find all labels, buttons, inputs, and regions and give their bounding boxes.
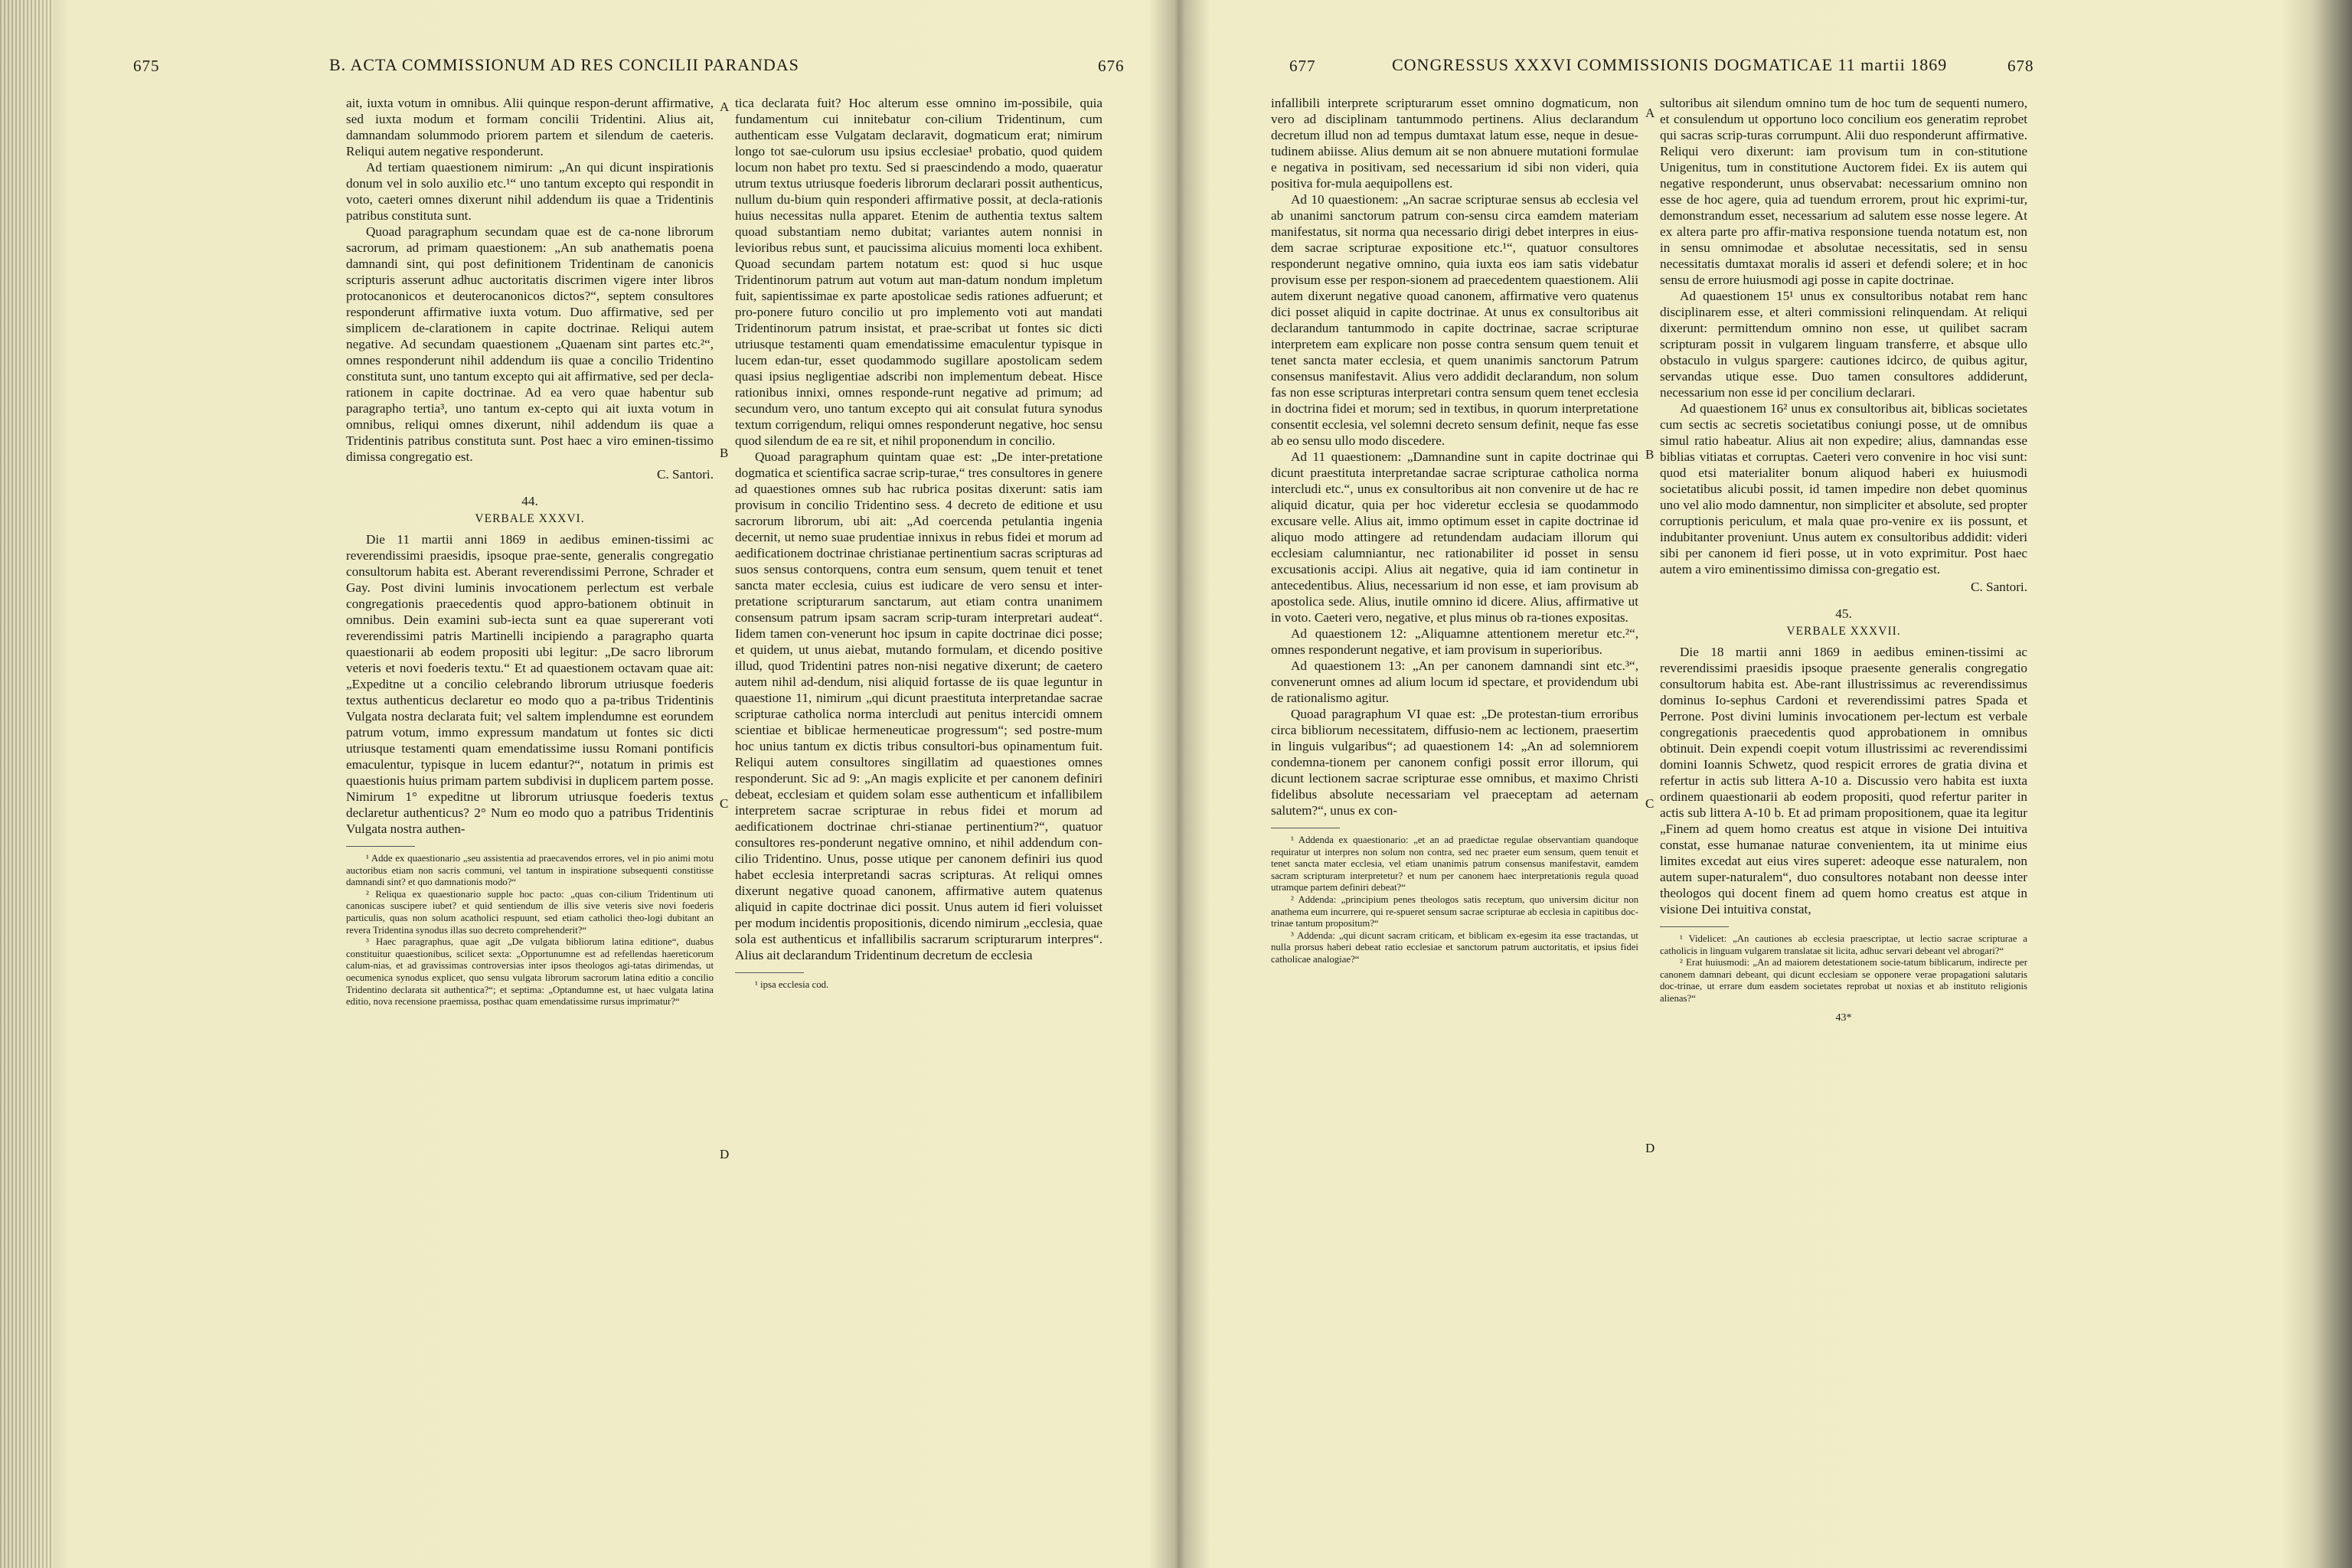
left-running-header bbox=[0, 52, 1173, 83]
paragraph: Quoad paragraphum secundam quae est de ca-none librorum sacrorum, ad primam quaestionem: „An sub anathematis poena damnandi sint, qui post definitionem Tridentinam de canonicis scripturis asserunt adhuc auctoritatis discrimen vigere inter libros protocanonicos et deuterocanonicos dictos?“, septem consultores responderunt affirmative iuxta votum. Duo affirmative, sed per simplicem de-clarationem in capite doctrinae. Reliqui autem negative. Ad secundam quaestionem „Quaenam sint partes etc.²“, omnes responderunt nihil addendum iis quae a concilio Tridentino constituta sunt, uno tantum excepto qui ait affirmative, sed per decla-rationem in capite doctrinae. Ad ea vero quae habentur sub paragrapho tertia³, uno tantum ex-cepto qui ait iuxta votum in omnibus, reliqui omnes dixerunt, nihil addendum iis quae a Tridentinis patribus constituta sunt. Post haec a viro eminen-tissimo dimissa congregatio est. bbox=[346, 224, 714, 464]
footnote: ² Addenda: „principium penes theologos satis receptum, quo universim dicitur non anathema eum incurrere, qui re-spueret sensum sacrae scripturae ab ecclesia in capitibus doc-trinae tantum propositum?“ bbox=[1271, 893, 1638, 929]
footnote-rule bbox=[735, 972, 804, 973]
page-edge-stack bbox=[0, 0, 54, 1568]
paragraph: Ad quaestionem 13: „An per canonem damnandi sint etc.³“, convenerunt omnes ad alium locum id spectare, et providendum ubi de rationalismo agitur. bbox=[1271, 658, 1638, 705]
footnote: ³ Haec paragraphus, quae agit „De vulgata bibliorum latina editione“, duabus constituitur quaestionibus, scilicet sexta: „Opportunumne est ad refellendas haereticorum calum-nias, et ad gravissimas controversias inter ipsos theologos agi-tatas dirimendas, ut oecumenica synodus explicet, quo sensu vulgata librorum sacrorum latina editio a concilio Tridentino declarata sit authentica?“; et septima: „Optandumne est, ut haec vulgata latina editio, nova recensione praemissa, posthac quam emendatissime rursus imprimatur?“ bbox=[346, 936, 714, 1008]
margin-letter: D bbox=[1645, 1141, 1655, 1155]
running-title: B. ACTA COMMISSIONUM AD RES CONCILII PARANDAS bbox=[329, 55, 799, 74]
page-number: 675 bbox=[133, 57, 160, 75]
paragraph: Die 18 martii anni 1869 in aedibus eminen-tissimi ac reverendissimi praesidis ipsoque praesente generalis congregatio consultorum habita est. Abe-rant illustrissimus ac reverendissimus dominus Io-sephus Cardoni et reverendissimi patres Spada et Perrone. Post divini luminis invocationem per-lectum est verbale congregationis praecedentis quod approbationem in omnibus obtinuit. Dein expendi coepit votum illustrissimi ac reverendissimi domini Ioannis Schwetz, quod respicit errores de gratia divina et refertur in actis sub littera A-10 a. Discussio vero habita est iuxta ordinem quaestionarii ab eodem propositi, quod refertur pariter in actis sub littera A-10 b. Et ad primam propositionem, quae ita legitur „Finem ad quem homo creatus est atque in visione Dei intuitiva constat, esse humanae naturae convenientem, ita ut minime eius limites excedat aut eius vires superet: adeoque esse naturalem, non autem super-naturalem“, duo consultores notabant non deesse inter theologos qui docent finem ad quem homo creatus est atque in visione Dei intuitiva constat, bbox=[1660, 645, 2027, 916]
paragraph: Ad tertiam quaestionem nimirum: „An qui dicunt inspirationis donum vel in solo auxilio etc.¹“ uno tantum excepto qui respondit in voto, caeteri omnes dixerunt nihil addendum iis quae a Tridentinis patribus constituta sunt. bbox=[346, 160, 714, 223]
paragraph: sultoribus ait silendum omnino tum de hoc tum de sequenti numero, et consulendum ut opportuno loco concilium eos generatim reprobet qui sacras scrip-turas corrumpunt. Alii duo responderunt affirmative. Reliqui vero dixerunt: iam provisum tum in con-stitutione Unigenitus, tum in constitutione Auctorem fidei. Ex iis autem qui negative responderunt, unus observabat: necessarium omnino non esse de hoc agere, quia ad tuendum errorem, prout hic exprimi-tur, demonstrandum esset, necessarium ad salutem esse nosse legere. At ex altera parte pro affir-mativa responsione tuenda notatum est, non in sensu omnimodae et absolutae necessitatis, sed in sensu necessitatis dumtaxat moralis id asseri et defendi solere; et in hoc sensu de errore huiusmodi agi posse in capite doctrinae. bbox=[1660, 96, 2027, 287]
paragraph: Quoad paragraphum VI quae est: „De protestan-tium erroribus circa bibliorum necessitatem, diffusio-nem ac lectionem, praesertim in linguis vulgaribus“; ad quaestionem 14: „An ad solemniorem condemna-tionem per canonem configi possit error illorum, qui dicunt lectionem sacrae scripturae esse omnibus, et maximo Christi fidelibus absolute necessariam vel praeceptam ad aeternam salutem?“, unus ex con- bbox=[1271, 707, 1638, 818]
right-running-header bbox=[1185, 52, 2352, 83]
page-number: 678 bbox=[2007, 57, 2034, 75]
page-number: 676 bbox=[1098, 57, 1125, 75]
section-number: 45. bbox=[1835, 606, 1852, 621]
paragraph: Quoad paragraphum quintam quae est: „De inter-pretatione dogmatica et scientifica sacrae scrip-turae,“ tres consultores in genere ad quaestiones omnes sub hac rubrica positas dixerunt: satis iam provisum in concilio Tridentino sess. 4 decreto de editione et usu sacrorum librorum, ubi ait: „Ad coercenda petulantia ingenia decernit, ut nemo suae prudentiae innixus in rebus fidei et morum ad aedificationem doctrinae christianae pertinentium sacras scripturas ad suos sensus contorquens, contra eum sensum, quem tenuit et tenet sancta mater ecclesia, cuius est iudicare de vero sensu et inter-pretatione scripturarum sanctarum, aut etiam contra unanimem consensum patrum ipsam sacram scrip-turam interpretari audeat“. Iidem tamen con-venerunt hoc ipsum in capite doctrinae dici posse; et quidem, ut unus aiebat, mutando formulam, et dicendo positive illud, quod Tridentini patres non-nisi negative dixerunt; de caetero autem nihil ad-dendum, nisi aliquid fortasse de iis quae leguntur in quaestione 11, nimirum „qui dicunt praestituta interpretandae sacrae scripturae catholica norma intercludi aut penitus intercidi omnem scientiae et biblicae hermeneuticae progressum“; sed postre-mum hoc unius tantum ex dictis tribus consultori-bus opinamentum fuit. Reliqui autem consultores singillatim ad quaestiones omnes responderunt. Sic ad 9: „An magis explicite et per canonem definiri debeat, ecclesiam et quidem solam esse authenticum et infallibilem interpretem sacrae scripturae in rebus fidei et morum ad aedificationem doctrinae chri-stianae pertinentium?“, quatuor consultores res-ponderunt negative omnino, et nihil addendum con-cilio Tridentino. Unus, posse utique per canonem definiri ius quod habet ecclesia interpretandi sacras scripturas. At reliqui omnes dixerunt negative quoad canonem, affirmative autem quatenus aliquid in capite doctrinae dici possit. Unus autem id fieri voluisset per modum incidentis propositionis, dicendo nimirum „ecclesia, quae sola est authenticus et infallibilis sacrarum scripturarum interpres“. Alius ait declarandum Tridentinum decretum de ecclesia bbox=[735, 449, 1102, 962]
right-page bbox=[1185, 0, 2352, 1568]
margin-letter: A bbox=[720, 100, 730, 114]
margin-letter: B bbox=[720, 446, 729, 460]
footnote-rule bbox=[346, 846, 415, 847]
paragraph: tica declarata fuit? Hoc alterum esse omnino im-possibile, quia fundamentum cui innitebatur con-cilium Tridentinum, cum authenticam esse Vulgatam declaravit, dogmaticum erat; nimirum longo tot sae-culorum usu ipsius ecclesiae¹ probatio, quod quidem locum non habet pro textu. Sed si praescindendo a modo, quaeratur utrum textus utriusque foederis librorum declarari possit authenticus, nullum du-bium quin responderi affirmative possit, at decla-rationis huius necessitas nulla apparet. Etenim de authentia textus saltem quoad substantiam nemo dubitat; variantes autem nonnisi in levioribus rebus sunt, et paucissima alicuius momenti loca exhibent. Quoad secundam partem notatum est: quod si huc usque Tridentinorum patrum aut votum aut man-datum nondum impletum fuit, sapientissimae ex parte apostolicae sedis rationes adfuerunt; et pro-ponere futuro concilio ut pro implemento voti aut mandati Tridentinorum patrum insistat, et prae-scribat ut fontes sic dicti utriusque testamenti quam emendatissime emaculentur typisque in lucem edan-tur, esset quodammodo sugillare apostolicam sedem quasi ipsius negligentiae adscribi non implementum debeat. Hisce rationibus innixi, omnes responde-runt negative ad primum; ad secundum vero, uno tantum excepto qui ait consulat futura synodus textum corrigendum, reliqui omnes responderunt negative, hoc sensu quod silendum de ea re sit, et nihil proponendum in concilio. bbox=[735, 96, 1102, 448]
paragraph: Ad 10 quaestionem: „An sacrae scripturae sensus ab ecclesia vel ab unanimi sanctorum patrum con-sensu circa eamdem materiam manifestatus, sit norma qua necessario dirigi debet interpres in eius-dem sacrae scripturae expositione etc.¹“, quatuor consultores responderunt negative omnino, quia iuxta eos iam satis videbatur provisum esse per respon-sionem ad praecedentem quaestionem. Alii autem dixerunt negative quoad canonem, affirmative vero quatenus dici posset aliquid in capite doctrinae. At unus ex consultoribus ait declarandum tantummodo in capite doctrinae, sacrae scripturae interpretem eam explicare non posse contra sensum quem tenuit et tenet sancta mater ecclesia, et quem unanimis sanctorum Patrum consensus manifestavit. Alius vero addidit declarandum, non solum fas non esse scripturas interpretari contra sensum quem tenet ecclesia in doctrina fidei et morum; sed in textibus, in quorum interpretatione consentit ecclesia, vel solemni decreto sensum definit, neque fas esse ab eo sensu ullo modo discedere. bbox=[1271, 192, 1638, 448]
page-number: 677 bbox=[1289, 57, 1316, 75]
margin-letter: D bbox=[720, 1147, 730, 1161]
paragraph: Ad quaestionem 15¹ unus ex consultoribus notabat rem hanc disciplinarem esse, et alteri commissioni relinquendam. At reliqui dixerunt: permittendum omnino non esse, ut quilibet sacram scripturam possit in vulgarem linguam transferre, et absque ullo obstaculo in vulgus spargere: cautiones idcirco, de quibus agitur, servandas utique esse. Duo tamen consultores addiderunt, necessarium non esse id per concilium declarari. bbox=[1660, 289, 2027, 400]
paragraphs bbox=[346, 95, 714, 465]
left-page bbox=[0, 0, 1173, 1568]
margin-letter: C bbox=[1645, 796, 1655, 811]
footnote: ² Erat huiusmodi: „An ad maiorem detestationem socie-tatum biblicarum, indirecte per canonem damnari debeant, qui dicunt ecclesiam se opponere verae propagationi salutaris doc-trinae, ut errare dum easdem societates reprobat ut noxias et ab instituto religionis alienas?“ bbox=[1660, 957, 2027, 1004]
footnote-rule bbox=[1660, 926, 1729, 927]
margin-letter: C bbox=[720, 796, 729, 811]
paragraph: infallibili interprete scripturarum esset omnino dogmaticum, non vero ad disciplinam tantummodo pertinens. Alius declarandum decretum illud non ad tempus dumtaxat latum esse, neque in desue-tudinem abiisse. Alius demum ait se non abnuere mutationi formulae e negativa in positivam, sed necessarium id sibi non videri, quia positiva for-mula aequipollens est. bbox=[1271, 96, 1638, 191]
footnote: ¹ Adde ex quaestionario „seu assistentia ad praecavendos errores, vel in pio animi motu auctoribus etiam non sacris communi, vel tantum in inspiratione subsequenti constitisse damnandi sint? et quo damnationis modo?“ bbox=[346, 853, 714, 888]
left-page-column-1 bbox=[346, 95, 714, 1008]
running-title: CONGRESSUS XXXVI COMMISSIONIS DOGMATICAE 11 martii 1869 bbox=[1392, 55, 1948, 74]
footnote: ³ Addenda: „qui dicunt sacram criticam, et biblicam ex-egesim ita esse tractandas, ut nulla prorsus haberi debeat ratio ecclesiae et sanctorum patrum auctoritatis, et ipsius fidei catholicae analogiae?“ bbox=[1271, 929, 1638, 965]
right-page-column-2 bbox=[1660, 95, 2027, 1032]
left-page-column-2 bbox=[735, 95, 1102, 991]
footnote: ² Reliqua ex quaestionario supple hoc pacto: „quas con-cilium Tridentinum uti canonicas suscipere iubet? et quid sentiendum de illis sive veteris sive novi foederis particulis, quas non solum acatholici respuunt, sed etiam catholici theo-logi dubitant an revera Tridentina synodus illas suo decreto comprehenderit?“ bbox=[346, 888, 714, 936]
paragraph: ait, iuxta votum in omnibus. Alii quinque respon-derunt affirmative, sed iuxta modum et formam concilii Tridentini. Alius ait, damnandam solummodo priorem partem et silendum de caeteris. Reliqui autem negative responderunt. bbox=[346, 96, 714, 158]
signature: C. Santori. bbox=[656, 467, 714, 482]
signature: C. Santori. bbox=[1970, 580, 2027, 594]
paragraph: Ad quaestionem 16² unus ex consultoribus ait, biblicas societates cum sectis ac secretis societatibus coniungi posse, ut de omnibus simul ratio habeatur. Alius ait non expedire; alius, damnandas esse biblias vitiatas et corruptas. Caeteri vero convenire in hoc visi sunt: quod etsi materialiter bonum aliquod haberi ex huiusmodi societatibus alicubi possit, id tamen impedire non debet quominus uno vel alio modo damnentur, non simpliciter et absolute, sed propter corruptionis periculum, et mala quae pro-venire ex iis possunt, et indubitanter proveniunt. Unus autem ex consultoribus addidit: videri sibi per canonem id fieri posse, ut in voto exprimitur. Post haec autem a viro eminentissimo dimissa con-gregatio est. bbox=[1660, 401, 2027, 577]
footnote: ¹ ipsa ecclesia cod. bbox=[755, 979, 829, 990]
footnote: ¹ Videlicet: „An cautiones ab ecclesia praescriptae, ut lectio sacrae scripturae a catholicis in linguam vulgarem translatae sit licita, adhuc servari debeant vel abrogari?“ bbox=[1660, 933, 2027, 956]
footnote: ¹ Addenda ex quaestionario: „et an ad praedictae regulae observantiam quandoque requiratur ut interpres non solum non contra, sed nec praeter eum sensum, quem tenuit et tenet sancta mater ecclesia, vel etiam unanimis patrum consensus manifestavit, eamdem sacram scripturam interpretetur? et num per canonem haec interpretationis regula quoad utramque partem definiri debeat?“ bbox=[1271, 835, 1638, 893]
sheet-mark: 43* bbox=[1835, 1011, 1852, 1024]
section-number: 44. bbox=[521, 494, 538, 508]
paragraph: Ad quaestionem 12: „Aliquamne attentionem meretur etc.²“, omnes responderunt negative, et iam provisum in superioribus. bbox=[1271, 626, 1638, 657]
section-heading: VERBALE XXXVII. bbox=[1786, 625, 1901, 638]
paragraph: Ad 11 quaestionem: „Damnandine sunt in capite doctrinae qui dicunt praestituta interpretandae sacrae scripturae catholica norma intercludi etc.“, unus ex consultoribus ait non convenire ut de hac re aliquid dicatur, quia per hoc videretur ecclesia se quodammodo excusare velle. Alius ait, immo optimum esset in capite doctrinae id aliquo modo attingere ad retundendam audaciam illorum qui ecclesiam calumniantur, nec rationabiliter id posset in sensu excusationis accipi. Alius ait negative, quia id iam continetur in antecedentibus. Alius, necessarium id non esse, et iam provisum ab apostolica sede. Alius, inutile omnino id dicere. Alius, affirmative ut in voto. Caeteri vero, negative, et plus minus ob ra-tiones expositas. bbox=[1271, 449, 1638, 625]
margin-letter: B bbox=[1645, 447, 1655, 462]
section-heading: VERBALE XXXVI. bbox=[475, 512, 585, 525]
right-page-column-1 bbox=[1271, 95, 1638, 966]
margin-letter: A bbox=[1645, 106, 1655, 120]
paragraph: Die 11 martii anni 1869 in aedibus eminen-tissimi ac reverendissimi praesidis, ipsoque prae-sente, generalis congregatio consultorum habita est. Aberant reverendissimi Perrone, Schrader et Gay. Post divini luminis invocationem perlectum est verbale congregationis praecedentis quod appro-bationem obtinuit in omnibus. Dein examini sub-iecta sunt ea quae supererant voti reverendissimi patris Martinelli incipiendo a paragrapho quarta quaestionarii ab eodem propositi ubi legitur: „De sacro librorum veteris et novi foederis textu.“ Et ad quaestionem octavam quae ait: „Expeditne ut a concilio celebrando librorum utriusque foederis textus authenticus declaretur eo modo quo a pa-tribus Tridentinis Vulgata nostra declarata fuit; vel saltem implendumne est eorundem patrum votum, immo expressum mandatum ut fontes sic dicti utriusque testamenti quam emendatissime iussu Romani pontificis emaculentur, typisque in lucem edantur?“, notatum in primis est quaestionis huius primam partem subdivisi in duplicem partem posse. Nimirum 1° expeditne ut librorum utriusque foederis textus declaretur authenticus? 2° Num eo modo quo a patribus Tridentinis Vulgata nostra authen- bbox=[346, 532, 714, 836]
